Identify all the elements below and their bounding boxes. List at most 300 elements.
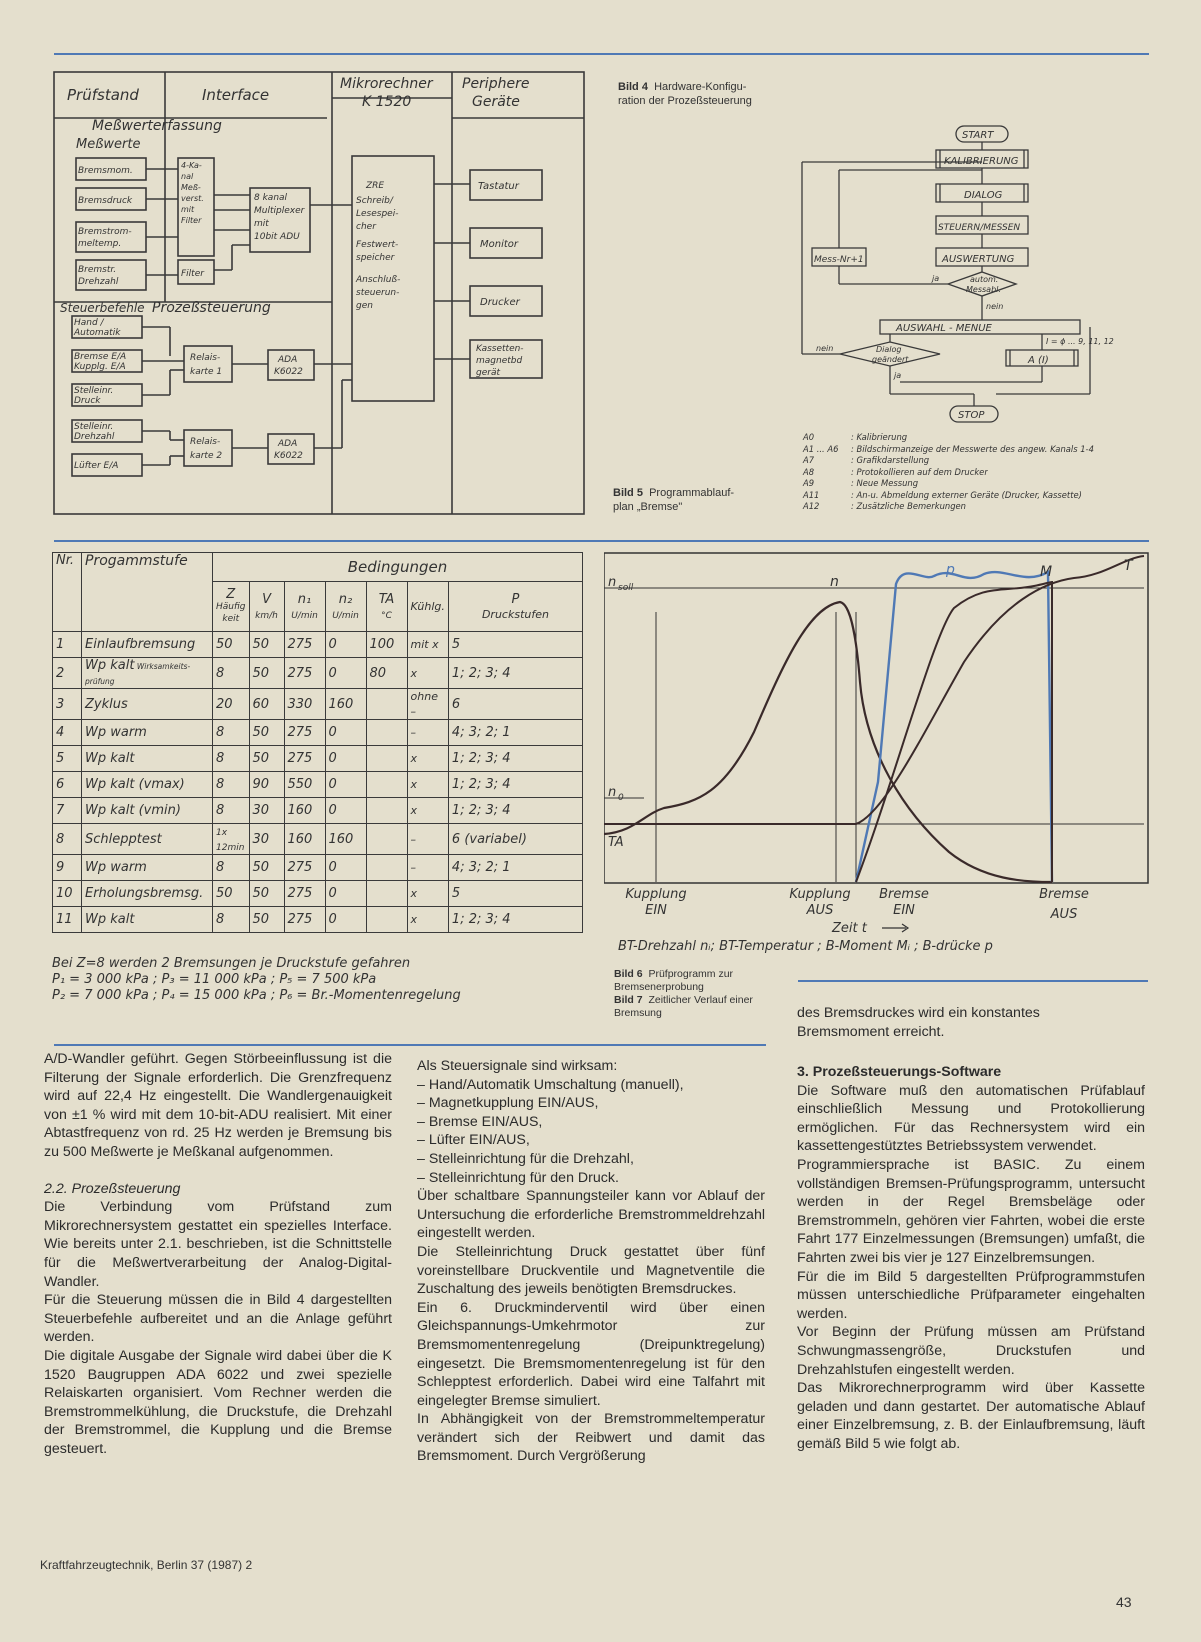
- mux-3: mit: [254, 219, 269, 229]
- th-bed-text: Bedingungen: [347, 558, 448, 576]
- cell-z: 1x 12min: [216, 828, 245, 853]
- cell-p: 1; 2; 3; 4: [451, 665, 511, 681]
- table-cell-z: [213, 689, 250, 720]
- table-cell-nr: [53, 689, 82, 720]
- table-cell-v: [249, 881, 284, 907]
- table-cell-name: [82, 907, 213, 933]
- table-cell-nr: [53, 720, 82, 746]
- table-cell-p: [448, 772, 582, 798]
- sb-3a: Stelleinr.: [74, 386, 114, 396]
- cell-p: 6 (variabel): [451, 831, 527, 847]
- label-n0-sub: 0: [618, 793, 624, 803]
- table-cell-ta: [366, 772, 407, 798]
- flow-messnr: Mess-Nr+1: [814, 255, 864, 265]
- label-messwerte: Meßwerte: [76, 137, 141, 152]
- bild5-legend: [803, 432, 1145, 513]
- cell-k: mit x: [410, 638, 439, 651]
- col2-p2: Über schaltbare Spannungsteiler kann vor Ablauf der Untersuchung die erforderliche Bremstrommeldrehzahl eingestellt werden.: [417, 1188, 765, 1242]
- table-cell-n2: [325, 855, 366, 881]
- sb-4a: Stelleinr.: [74, 422, 114, 432]
- col1-p4: Die digitale Ausgabe der Signale wird dabei über die K 1520 Baugruppen ADA 6022 und zwei spezielle Relaiskarten organisiert. Vom Rechner werden die Bremstrommelkühlung, die Druckstufe, die Drehzahl der Bremstrommel, die Kupplung und die Bremse gesteuert.: [44, 1347, 392, 1457]
- legend-code: A9: [803, 478, 815, 488]
- table-cell-n2: [325, 907, 366, 933]
- cell-name: Wp warm: [85, 860, 147, 875]
- legend-text: : Protokollieren auf dem Drucker: [851, 466, 988, 477]
- cell-name: Wp kalt (vmax): [85, 777, 185, 792]
- cell-n2: 0: [328, 912, 337, 927]
- sb-5: Lüfter E/A: [74, 461, 119, 471]
- tastatur-label: Tastatur: [478, 181, 519, 192]
- table-cell-nr: [53, 855, 82, 881]
- flow-ja-2: ja: [894, 371, 902, 380]
- left-rule: [54, 1044, 766, 1046]
- table-cell-z: [213, 632, 250, 658]
- cell-n2: 0: [328, 777, 337, 792]
- cell-nr: 2: [56, 665, 65, 681]
- event-label-4b: AUS: [1050, 907, 1078, 922]
- table-cell-nr: [53, 772, 82, 798]
- sb-4b: Drehzahl: [74, 432, 115, 442]
- table-cell-z: [213, 746, 250, 772]
- table-cell-v: [249, 746, 284, 772]
- cell-p: 6: [451, 696, 461, 712]
- right-top-text: [797, 1004, 1145, 1041]
- cell-k: ohne –: [410, 690, 438, 718]
- table-cell-v: [249, 772, 284, 798]
- cell-v: 50: [252, 751, 270, 766]
- cell-v: 50: [252, 912, 270, 927]
- cell-n2: 0: [328, 803, 337, 818]
- bild4-caption: [618, 80, 752, 108]
- flow-dialog-g-1: Dialog: [876, 345, 902, 354]
- th-z: [213, 582, 250, 632]
- series-p: [856, 572, 1052, 882]
- table-cell-v: [249, 798, 284, 824]
- col2-p1: Als Steuersignale sind wirksam:: [417, 1058, 618, 1074]
- flow-nein-2: nein: [816, 344, 834, 353]
- label-messwerterfassung: Meßwerterfassung: [92, 118, 222, 134]
- table-cell-z: [213, 824, 250, 855]
- table-cell-v: [249, 658, 284, 689]
- cell-n2: 0: [328, 637, 337, 652]
- cell-nr: 4: [56, 725, 65, 740]
- flow-dialog: DIALOG: [964, 190, 1003, 201]
- col3-p1: Die Software muß den automatischen Prüfablauf einschließlich Messung und Protokollierung ermöglichen. Für das Rechnersystem wird ein kassettengestütztes Betriebssystem verwendet.: [797, 1082, 1145, 1155]
- legend-text: : Kalibrierung: [851, 432, 908, 442]
- table-cell-z: [213, 881, 250, 907]
- flow-autom-1: autom.: [970, 275, 999, 284]
- cell-v: 50: [252, 665, 270, 681]
- table-cell-nr: [53, 658, 82, 689]
- table-cell-p: [448, 632, 582, 658]
- cell-n2: 0: [328, 725, 337, 740]
- relais2-1: Relais-: [190, 437, 221, 447]
- table-cell-ta: [366, 881, 407, 907]
- label-nsoll-sub: soll: [618, 583, 634, 593]
- legend-code: A7: [803, 455, 815, 465]
- event-label-2a: Kupplung: [789, 887, 851, 902]
- series-m: [856, 582, 1052, 882]
- label-prozesssteuerung: Prozeßsteuerung: [152, 300, 271, 316]
- column-1: [44, 1050, 392, 1458]
- th-stufe-text: Progammstufe: [85, 553, 188, 569]
- kanal-5: mit: [181, 205, 195, 214]
- table-cell-p: [448, 855, 582, 881]
- list-item: – Stelleinrichtung für die Drehzahl,: [417, 1150, 765, 1169]
- right-top-2: Bremsmoment erreicht.: [797, 1023, 945, 1040]
- cell-v: 30: [252, 803, 270, 818]
- table-cell-name: [82, 658, 213, 689]
- flow-auswertung: AUSWERTUNG: [942, 254, 1015, 265]
- cell-n2: 160: [328, 696, 354, 712]
- zre-9: gen: [356, 301, 373, 311]
- table-row: [53, 658, 583, 689]
- label-interface: Interface: [202, 86, 270, 104]
- bild4-caption-2: ration der Prozeßsteuerung: [618, 95, 752, 107]
- legend-row: [803, 455, 1145, 467]
- cell-n1: 275: [287, 751, 313, 766]
- table-cell-ta: [366, 720, 407, 746]
- legend-row: [803, 501, 1145, 513]
- cell-k: x: [410, 778, 418, 791]
- cell-n2: 0: [328, 860, 337, 875]
- cell-name: Wp kalt: [85, 912, 135, 927]
- bild6-caption: Prüfprogramm zur Bremsenerprobung: [614, 968, 734, 993]
- flow-dialog-g-2: geändert: [872, 355, 909, 364]
- col1-heading: 2.2. Prozeßsteuerung: [44, 1180, 181, 1197]
- table-cell-k: [407, 824, 448, 855]
- mux-1: 8 kanal: [254, 193, 288, 203]
- cell-n1: 550: [287, 777, 313, 792]
- bild4-caption-1: Hardware-Konfigu-: [654, 81, 747, 93]
- sb-1b: Automatik: [74, 328, 121, 338]
- table-cell-nr: [53, 632, 82, 658]
- table-body: [53, 632, 583, 933]
- table-cell-n2: [325, 798, 366, 824]
- th-p-sub: Druckstufen: [481, 607, 549, 621]
- table-cell-k: [407, 632, 448, 658]
- cell-nr: 8: [56, 831, 65, 847]
- th-n2-sub: U/min: [332, 610, 359, 621]
- cell-n1: 160: [287, 803, 313, 818]
- cell-p: 4; 3; 2; 1: [451, 725, 511, 740]
- list-item: – Bremse EIN/AUS,: [417, 1113, 765, 1132]
- cell-z: 8: [216, 725, 225, 740]
- table-cell-name: [82, 746, 213, 772]
- cell-name: Erholungsbremsg.: [85, 886, 204, 901]
- table-cell-p: [448, 881, 582, 907]
- x-axis-label: Zeit t: [832, 921, 867, 936]
- mid-rule: [54, 540, 1149, 542]
- table-cell-k: [407, 720, 448, 746]
- series-n: [604, 602, 1052, 882]
- table-row: [53, 689, 583, 720]
- table-row: [53, 881, 583, 907]
- flow-index: I = ϕ ... 9, 11, 12: [1046, 337, 1114, 346]
- legend-text: : Zusätzliche Bemerkungen: [851, 501, 966, 511]
- legend-row: [803, 478, 1145, 490]
- table-cell-p: [448, 689, 582, 720]
- th-p-text: P: [511, 591, 520, 607]
- table-cell-k: [407, 689, 448, 720]
- cell-nr: 1: [56, 637, 65, 652]
- bild7-chart: [604, 552, 1150, 954]
- col3-p5: Das Mikrorechnerprogramm wird über Kassette geladen und dann gestartet. Der automatische Ablauf einer Einzelbremsung, z. B. der Einlaufbremsung, läuft gemäß Bild 5 wie folgt ab.: [797, 1380, 1145, 1452]
- cell-v: 50: [252, 886, 270, 901]
- series-label-p: p: [946, 562, 955, 578]
- legend-text: : An-u. Abmeldung externer Geräte (Drucker, Kassette): [851, 489, 1082, 500]
- drucker-label: Drucker: [480, 297, 520, 308]
- cell-n1: 275: [287, 860, 313, 875]
- zre-1: ZRE: [366, 181, 385, 191]
- series-t: [604, 556, 1144, 824]
- col2-p4: Ein 6. Druckminderventil wird über einen Gleichspannungs-Umkehrmotor zur Bremsmomentenregelung (Dreipunktregelung) eingesetzt. Die Bremsmomentenregelung ist für den Schlepptest erforderlich. Dabei wird eine Talfahrt mit eingelegter Bremse simuliert.: [417, 1299, 765, 1409]
- zre-2: Schreib/: [356, 196, 393, 206]
- cell-nr: 3: [56, 696, 65, 712]
- table-cell-n2: [325, 720, 366, 746]
- footer-journal: Kraftfahrzeugtechnik, Berlin 37 (1987) 2: [40, 1558, 253, 1572]
- table-cell-k: [407, 855, 448, 881]
- legend-code: A0: [803, 432, 815, 442]
- table-cell-z: [213, 907, 250, 933]
- right-top-1: des Bremsdruckes wird ein konstantes: [797, 1005, 1040, 1021]
- zre-4: cher: [356, 222, 376, 232]
- table-cell-ta: [366, 907, 407, 933]
- cell-nr: 9: [56, 860, 65, 875]
- table-cell-nr: [53, 907, 82, 933]
- table-cell-n2: [325, 689, 366, 720]
- flow-nein-1: nein: [986, 302, 1004, 311]
- table-cell-name: [82, 720, 213, 746]
- table-row: [53, 824, 583, 855]
- cell-n1: 275: [287, 725, 313, 740]
- bild5-num: Bild 5: [613, 487, 643, 499]
- table-row: [53, 798, 583, 824]
- monitor-label: Monitor: [480, 239, 519, 250]
- cell-n1: 275: [287, 665, 313, 681]
- table-cell-name: [82, 824, 213, 855]
- filter-label: Filter: [181, 269, 204, 279]
- cell-z: 8: [216, 860, 225, 875]
- table-cell-p: [448, 658, 582, 689]
- table-cell-k: [407, 658, 448, 689]
- chart-legend: BT-Drehzahl nᵢ; BT-Temperatur ; B-Moment Mᵢ ; B-drücke p: [618, 939, 993, 954]
- col1-p3: Für die Steuerung müssen die in Bild 4 dargestellten Steuerbefehle aufbereitet und an die Anlage geführt werden.: [44, 1292, 392, 1346]
- cell-nr: 6: [56, 777, 65, 792]
- th-z-text: Z: [226, 587, 236, 602]
- table-cell-n1: [284, 881, 325, 907]
- bild5-caption: [613, 486, 734, 514]
- table-cell-n2: [325, 746, 366, 772]
- table-cell-ta: [366, 855, 407, 881]
- col3-p2: Programmiersprache ist BASIC. Zu einem vollständigen Bremsen-Prüfungsprogramm, untersucht werden in der Regel Bremsbeläge oder Bremstrommeln, gehören vier Fahrten, wobei die erste Fahrt 177 Einzelmessungen (Bremsungen) umfaßt, die Fahrten zwei bis vier je 127 Einzelbremsungen.: [797, 1156, 1145, 1266]
- flow-steuern: STEUERN/MESSEN: [938, 223, 1021, 233]
- table-cell-name: [82, 632, 213, 658]
- chart-frame: [604, 553, 1148, 883]
- flow-stop: STOP: [958, 410, 985, 421]
- cell-p: 1; 2; 3; 4: [451, 777, 511, 792]
- col1-p2: Die Verbindung vom Prüfstand zum Mikrorechnersystem gestattet ein spezielles Interface. Wie bereits unter 2.1. beschrieben, ist die Schnittstelle für die Meßwertverarbeitung der Analog-Digital-Wandler.: [44, 1199, 392, 1290]
- table-cell-ta: [366, 658, 407, 689]
- column-2: [417, 1057, 765, 1466]
- legend-code: A12: [803, 501, 820, 511]
- table-cell-n1: [284, 746, 325, 772]
- table-cell-n1: [284, 720, 325, 746]
- cell-nr: 10: [56, 886, 73, 901]
- th-v-text: V: [262, 591, 271, 607]
- cell-name: Wp kalt: [85, 751, 135, 766]
- cell-p: 4; 3; 2; 1: [451, 860, 511, 875]
- th-v-sub: km/h: [255, 610, 278, 621]
- th-bed: [213, 553, 583, 582]
- cell-k: –: [410, 726, 417, 739]
- flow-ai: A (I): [1028, 355, 1049, 366]
- table-cell-k: [407, 798, 448, 824]
- col3-p3: Für die im Bild 5 dargestellten Prüfprogrammstufen müssen unterschiedliche Prüfparameter eingehalten werden.: [797, 1268, 1145, 1322]
- label-pruefstand: Prüfstand: [67, 86, 139, 104]
- legend-code: A1 ... A6: [803, 443, 839, 454]
- legend-row: [803, 490, 1145, 502]
- cell-name: Schlepptest: [85, 831, 162, 847]
- sb-2a: Bremse E/A: [74, 352, 127, 362]
- cell-n1: 275: [287, 637, 313, 652]
- mw-bremstr: Bremstr.: [78, 265, 117, 275]
- table-notes: [52, 956, 461, 1004]
- th-n1: [284, 582, 325, 632]
- table-cell-v: [249, 855, 284, 881]
- legend-row: [803, 444, 1145, 456]
- cell-k: x: [410, 804, 418, 817]
- table-cell-n1: [284, 824, 325, 855]
- note-1: Bei Z=8 werden 2 Bremsungen je Druckstufe gefahren: [52, 956, 411, 971]
- bild7-num: Bild 7: [614, 994, 643, 1006]
- th-nr-text: Nr.: [56, 553, 75, 568]
- table-cell-v: [249, 632, 284, 658]
- table-cell-k: [407, 881, 448, 907]
- label-ta: TA: [608, 835, 624, 850]
- bild6-table: [52, 552, 583, 933]
- table-cell-n2: [325, 632, 366, 658]
- table-cell-name: [82, 772, 213, 798]
- cell-n2: 0: [328, 665, 337, 681]
- relais1-2: karte 1: [190, 367, 223, 377]
- zre-5: Festwert-: [356, 240, 399, 250]
- table-cell-n1: [284, 907, 325, 933]
- table-cell-ta: [366, 746, 407, 772]
- table-row: [53, 720, 583, 746]
- cell-z: 8: [216, 803, 225, 818]
- cell-name: Wp warm: [85, 725, 147, 740]
- event-label-2b: AUS: [806, 903, 834, 918]
- bild6-num: Bild 6: [614, 968, 643, 980]
- table-cell-z: [213, 658, 250, 689]
- table-row: [53, 907, 583, 933]
- cell-ta: 100: [369, 637, 395, 652]
- zre-3: Lesespei-: [356, 209, 399, 219]
- list-item: – Lüfter EIN/AUS,: [417, 1131, 765, 1150]
- cell-n2: 0: [328, 751, 337, 766]
- relais1-1: Relais-: [190, 353, 221, 363]
- sb-2b: Kupplg. E/A: [74, 362, 126, 372]
- table-cell-nr: [53, 798, 82, 824]
- cell-z: 8: [216, 912, 225, 927]
- th-ta: [366, 582, 407, 632]
- cell-p: 5: [451, 886, 461, 901]
- table-cell-v: [249, 689, 284, 720]
- right-rule: [798, 980, 1148, 982]
- cell-name: Wp kalt (vmin): [85, 803, 181, 818]
- kanal-1: 4-Ka-: [181, 161, 202, 170]
- cell-nr: 11: [56, 912, 73, 927]
- cell-v: 60: [252, 696, 270, 712]
- table-cell-name: [82, 689, 213, 720]
- mux-2: Multiplexer: [254, 206, 305, 216]
- cell-p: 1; 2; 3; 4: [451, 912, 511, 927]
- label-nsoll: n: [608, 575, 617, 590]
- legend-text: : Neue Messung: [851, 478, 919, 488]
- column-3: [797, 1063, 1145, 1453]
- sb-1a: Hand /: [74, 318, 104, 328]
- label-n0: n: [608, 785, 617, 800]
- table-cell-n2: [325, 658, 366, 689]
- th-n2: [325, 582, 366, 632]
- th-ta-sub: °C: [381, 610, 392, 621]
- ada2-1: ADA: [278, 439, 298, 449]
- zre-6: speicher: [356, 253, 395, 263]
- flow-auswahl: AUSWAHL - MENUE: [896, 323, 992, 334]
- cell-z: 8: [216, 751, 225, 766]
- th-n1-sub: U/min: [291, 610, 318, 621]
- flow-kalibrierung: KALIBRIERUNG: [944, 156, 1019, 167]
- table-row: [53, 746, 583, 772]
- table-cell-k: [407, 772, 448, 798]
- kass-1: Kassetten-: [476, 344, 524, 354]
- table-row: [53, 772, 583, 798]
- cell-z: 8: [216, 665, 225, 681]
- table-cell-n1: [284, 658, 325, 689]
- table-cell-z: [213, 855, 250, 881]
- table-cell-nr: [53, 881, 82, 907]
- legend-text: : Bildschirmanzeige der Messwerte des angew. Kanals 1-4: [851, 443, 1094, 454]
- table-cell-p: [448, 824, 582, 855]
- event-label-1a: Kupplung: [625, 887, 687, 902]
- th-z-sub: Häufig keit: [216, 602, 246, 624]
- table-cell-n2: [325, 824, 366, 855]
- ada1-2: K6022: [274, 367, 303, 377]
- cell-name: Einlaufbremsung: [85, 637, 196, 652]
- table-cell-v: [249, 720, 284, 746]
- kass-3: gerät: [476, 368, 500, 378]
- kanal-2: nal: [181, 172, 194, 181]
- table-cell-v: [249, 907, 284, 933]
- relais2-2: karte 2: [190, 451, 223, 461]
- cell-v: 50: [252, 725, 270, 740]
- th-stufe: [82, 553, 213, 632]
- table-cell-name: [82, 798, 213, 824]
- cell-z: 8: [216, 777, 225, 792]
- flow-autom-2: Messabl.: [966, 285, 1001, 294]
- top-rule: [54, 53, 1149, 55]
- table-row: [53, 632, 583, 658]
- cell-nr: 7: [56, 803, 65, 818]
- col2-list: [417, 1076, 765, 1188]
- list-item: – Stelleinrichtung für den Druck.: [417, 1169, 765, 1188]
- mw-drehzahl: Drehzahl: [78, 277, 119, 287]
- series-label-M: M: [1040, 564, 1053, 580]
- bild7-caption: Zeitlicher Verlauf einer Bremsung: [614, 994, 753, 1019]
- cell-k: x: [410, 666, 418, 680]
- ada1-1: ADA: [278, 355, 298, 365]
